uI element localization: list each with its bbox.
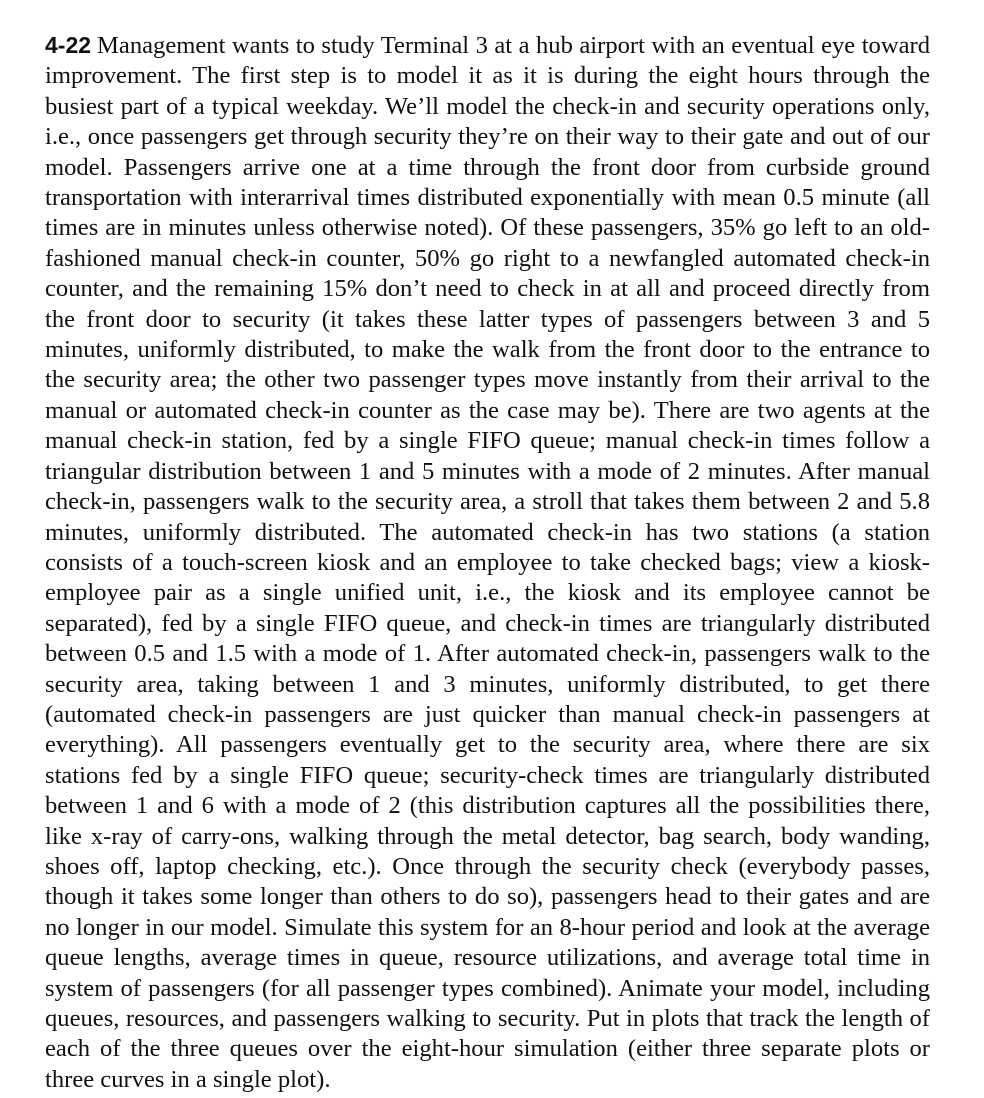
problem-paragraph [45,30,930,1095]
problem-number: 4-22 [45,32,92,58]
problem-text: Management wants to study Terminal 3 at a hub airport with an eventual eye toward improvement. The first step is to model it as it is during the eight hours through the busiest part of a typical weekday. We’ll model the check-in and security operations only, i.e., once passengers get through security they’re on their way to their gate and out of our model. Passengers arrive one at a time through the front door from curbside ground transportation with interarrival times distributed exponentially with mean 0.5 minute (all times are in minutes unless otherwise noted). Of these passengers, 35% go left to an old-fashioned manual check-in counter, 50% go right to a newfangled automated check-in counter, and the remaining 15% don’t need to check in at all and proceed directly from the front door to security (it takes these latter types of passengers between 3 and 5 minutes, uniformly distributed, to make the walk from the front door to the entrance to the security area; the other two passenger types move instantly from their arrival to the manual or automated check-in counter as the case may be). There are two agents at the manual check-in station, fed by a single FIFO queue; manual check-in times follow a triangular distribution between 1 and 5 minutes with a mode of 2 minutes. After manual check-in, passengers walk to the security area, a stroll that takes them between 2 and 5.8 minutes, uniformly distributed. The automated check-in has two stations (a station consists of a touch-screen kiosk and an employee to take checked bags; view a kiosk-employee pair as a single unified unit, i.e., the kiosk and its employee cannot be separated), fed by a single FIFO queue, and check-in times are triangularly distributed between 0.5 and 1.5 with a mode of 1. After automated check-in, passengers walk to the security area, taking between 1 and 3 minutes, uniformly distributed, to get there (automated check-in passengers are just quicker than manual check-in passengers at everything). All passengers eventually get to the security area, where there are six stations fed by a single FIFO queue; security-check times are triangularly distributed between 1 and 6 with a mode of 2 (this distribution captures all the possibilities there, like x-ray of carry-ons, walking through the metal detector, bag search, body wanding, shoes off, laptop checking, etc.). Once through the security check (everybody passes, though it takes some longer than others to do so), passengers head to their gates and are no longer in our model. Simulate this system for an 8-hour period and look at the average queue lengths, average times in queue, resource utilizations, and average total time in system of passengers (for all passenger types combined). Animate your model, including queues, resources, and passengers walking to security. Put in plots that track the length of each of the three queues over the eight-hour simulation (either three separate plots or three curves in a single plot). [45,32,930,1093]
